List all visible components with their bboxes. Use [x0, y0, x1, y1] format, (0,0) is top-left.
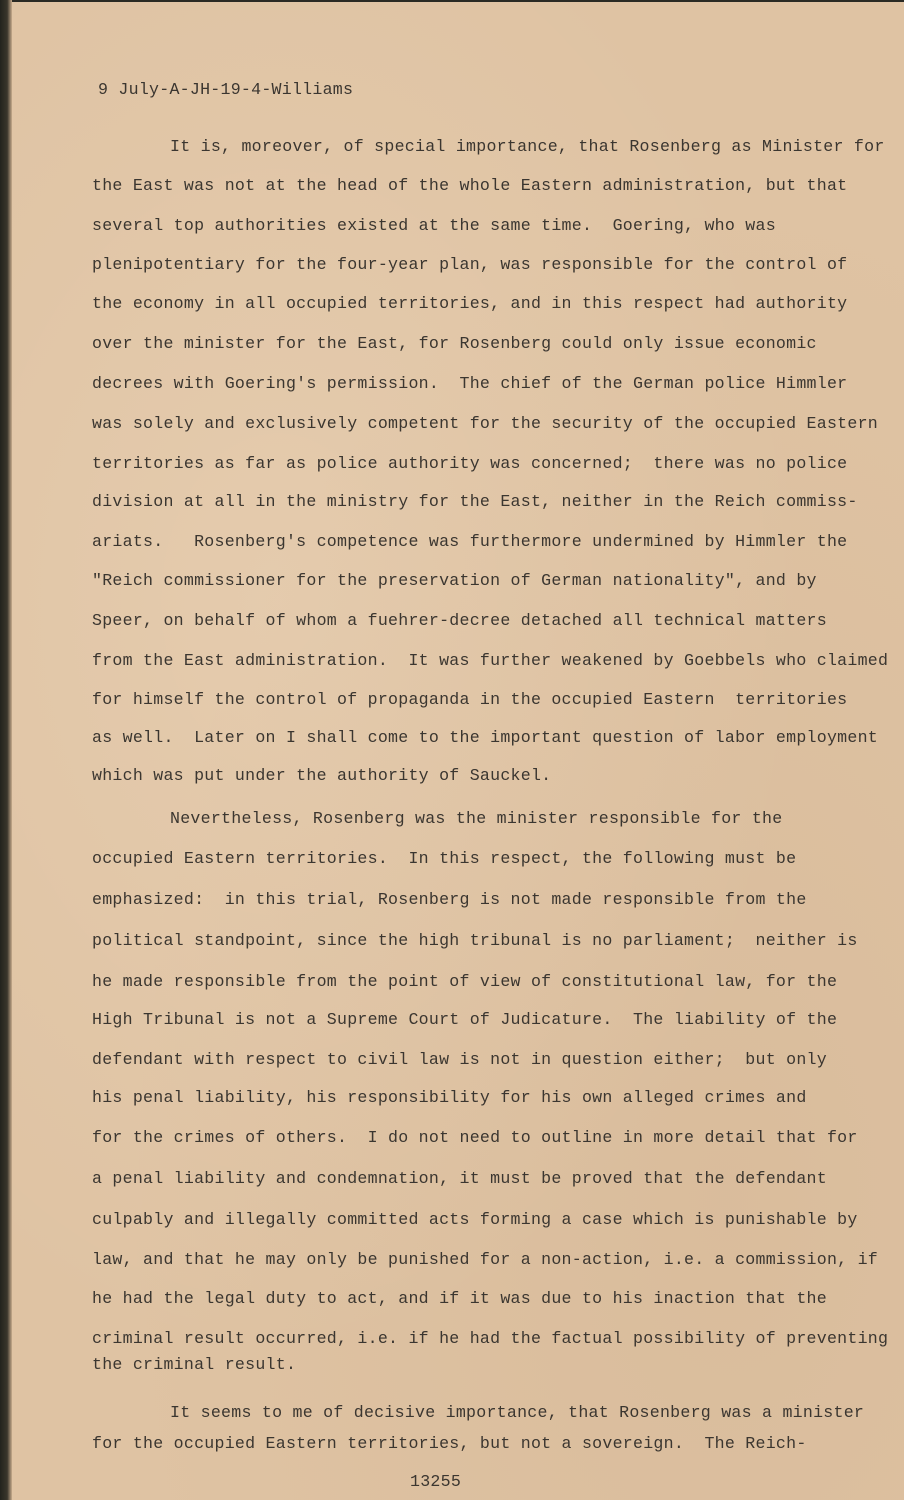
text-line: for the crimes of others. I do not need to outline in more detail that for — [92, 1128, 858, 1147]
page-number: 13255 — [410, 1472, 462, 1491]
text-line: emphasized: in this trial, Rosenberg is not made responsible from the — [92, 890, 807, 909]
text-line: ariats. Rosenberg's competence was furthermore undermined by Himmler the — [92, 532, 848, 551]
text-line: occupied Eastern territories. In this respect, the following must be — [92, 849, 797, 868]
text-line: It is, moreover, of special importance, that Rosenberg as Minister for — [170, 137, 885, 156]
text-line: division at all in the ministry for the East, neither in the Reich commiss- — [92, 492, 858, 511]
text-line: Nevertheless, Rosenberg was the minister responsible for the — [170, 809, 783, 828]
text-line: the economy in all occupied territories, and in this respect had authority — [92, 294, 848, 313]
text-line: was solely and exclusively competent for the security of the occupied Eastern — [92, 414, 879, 433]
text-line: "Reich commissioner for the preservation of German nationality", and by — [92, 571, 817, 590]
text-line: he made responsible from the point of view of constitutional law, for the — [92, 972, 838, 991]
text-line: defendant with respect to civil law is not in question either; but only — [92, 1050, 827, 1069]
text-line: his penal liability, his responsibility for his own alleged crimes and — [92, 1088, 807, 1107]
text-line: territories as far as police authority was concerned; there was no police — [92, 454, 848, 473]
document-header: 9 July-A-JH-19-4-Williams — [98, 80, 354, 99]
text-line: decrees with Goering's permission. The chief of the German police Himmler — [92, 374, 848, 393]
text-line: the East was not at the head of the whole Eastern administration, but that — [92, 176, 848, 195]
text-line: for the occupied Eastern territories, but not a sovereign. The Reich- — [92, 1434, 807, 1453]
text-line: Speer, on behalf of whom a fuehrer-decree detached all technical matters — [92, 611, 827, 630]
text-line: criminal result occurred, i.e. if he had the factual possibility of preventing — [92, 1329, 889, 1348]
text-line: the criminal result. — [92, 1355, 297, 1374]
text-line: culpably and illegally committed acts forming a case which is punishable by — [92, 1210, 858, 1229]
text-line: several top authorities existed at the same time. Goering, who was — [92, 216, 776, 235]
text-line: for himself the control of propaganda in the occupied Eastern territories — [92, 690, 848, 709]
document-page — [10, 2, 904, 1500]
text-line: political standpoint, since the high tribunal is no parliament; neither is — [92, 931, 858, 950]
text-line: as well. Later on I shall come to the important question of labor employment — [92, 728, 879, 747]
text-line: High Tribunal is not a Supreme Court of Judicature. The liability of the — [92, 1010, 838, 1029]
text-line: It seems to me of decisive importance, that Rosenberg was a minister — [170, 1403, 865, 1422]
text-line: plenipotentiary for the four-year plan, was responsible for the control of — [92, 255, 848, 274]
text-line: which was put under the authority of Sauckel. — [92, 766, 552, 785]
text-line: he had the legal duty to act, and if it was due to his inaction that the — [92, 1289, 827, 1308]
text-line: law, and that he may only be punished for a non-action, i.e. a commission, if — [92, 1250, 879, 1269]
scan-edge — [0, 0, 12, 1500]
text-line: from the East administration. It was further weakened by Goebbels who claimed — [92, 651, 889, 670]
text-line: a penal liability and condemnation, it must be proved that the defendant — [92, 1169, 827, 1188]
text-line: over the minister for the East, for Rosenberg could only issue economic — [92, 334, 817, 353]
